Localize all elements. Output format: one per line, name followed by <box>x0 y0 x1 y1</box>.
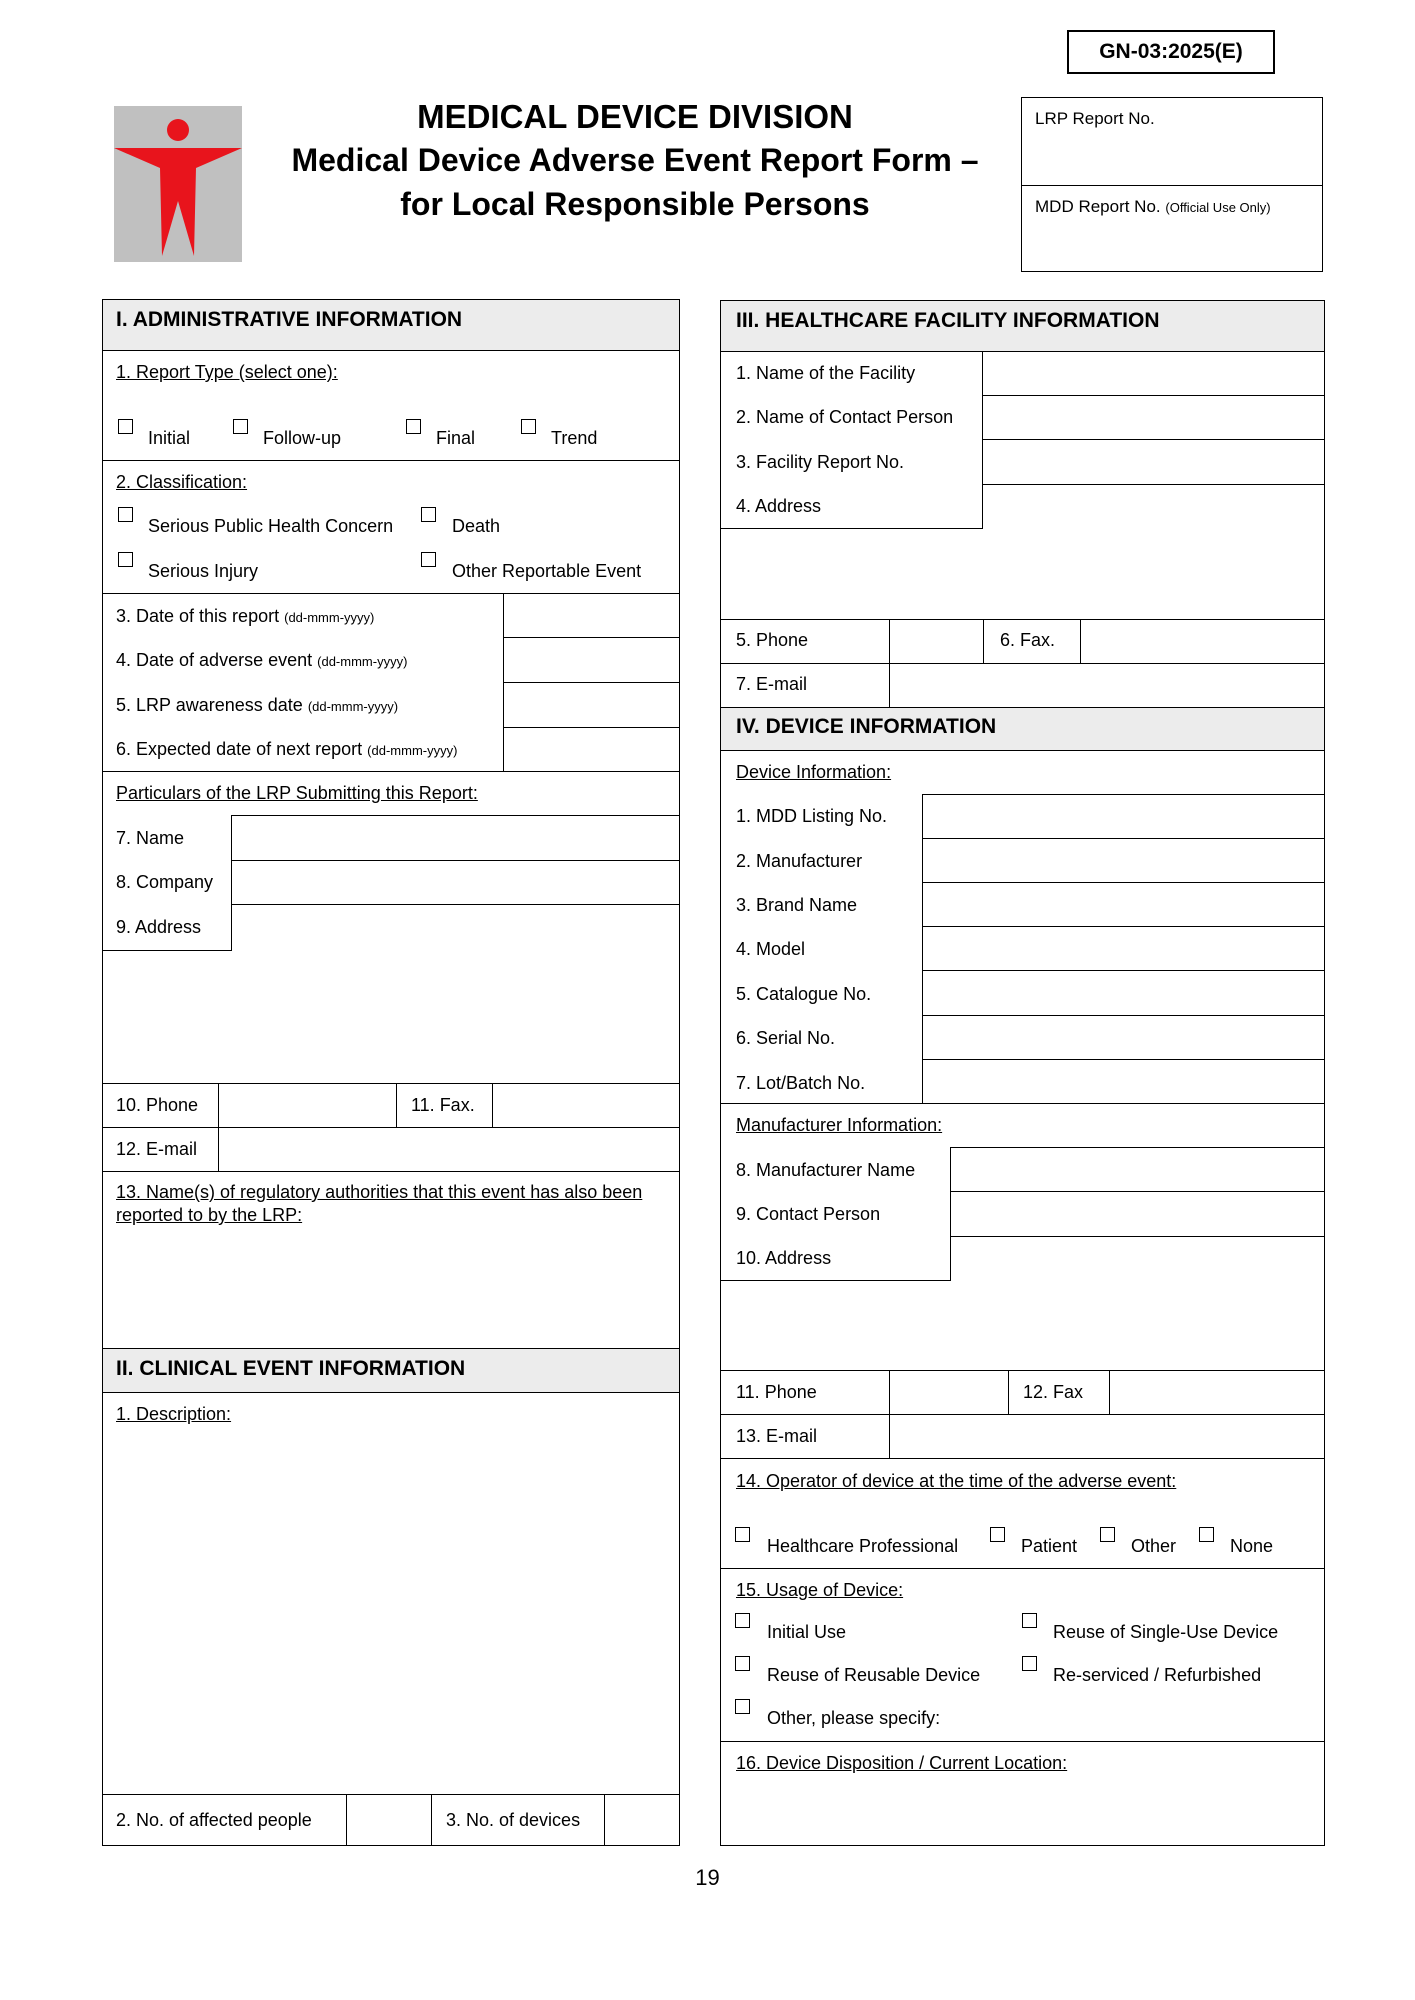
form-subtitle: for Local Responsible Persons <box>400 186 870 222</box>
lot-batch-no-label: 7. Lot/Batch No. <box>736 1073 866 1093</box>
lrp-awareness-date-field[interactable] <box>504 683 679 726</box>
report-type-option: Follow-up <box>263 428 342 448</box>
disposition-field[interactable] <box>721 1780 1324 1845</box>
manufacturer-address-field[interactable] <box>951 1237 1324 1369</box>
classification-option: Serious Public Health Concern <box>148 516 394 536</box>
next-report-date-label: 6. Expected date of next report (dd-mmm-yyyy) <box>116 739 458 759</box>
usage-option: Initial Use <box>767 1622 847 1642</box>
manufacturer-phone-field[interactable] <box>890 1371 1008 1413</box>
facility-email-label: 7. E-mail <box>736 674 808 694</box>
report-type-option: Final <box>436 428 476 448</box>
lot-batch-no-field[interactable] <box>923 1060 1324 1102</box>
brand-name-field[interactable] <box>923 883 1324 925</box>
lrp-email-field[interactable] <box>219 1128 679 1170</box>
usage-reuse-reusable-checkbox[interactable] <box>735 1656 750 1671</box>
report-type-followup-checkbox[interactable] <box>233 419 248 434</box>
operator-option: Patient <box>1021 1536 1078 1556</box>
facility-contact-label: 2. Name of Contact Person <box>736 407 954 427</box>
usage-reserviced-checkbox[interactable] <box>1022 1656 1037 1671</box>
manufacturer-name-label: 8. Manufacturer Name <box>736 1160 916 1180</box>
manufacturer-address-label: 10. Address <box>736 1248 832 1268</box>
lrp-awareness-date-label: 5. LRP awareness date (dd-mmm-yyyy) <box>116 695 399 715</box>
manufacturer-label: 2. Manufacturer <box>736 851 863 871</box>
operator-label: 14. Operator of device at the time of the adverse event: <box>736 1471 1177 1491</box>
usage-option: Reuse of Reusable Device <box>767 1665 981 1685</box>
serious-public-health-checkbox[interactable] <box>118 507 133 522</box>
particulars-label: Particulars of the LRP Submitting this Report: <box>116 783 478 803</box>
manufacturer-contact-label: 9. Contact Person <box>736 1204 881 1224</box>
model-field[interactable] <box>923 927 1324 969</box>
lrp-report-no-label: LRP Report No. <box>1035 109 1155 128</box>
division-title: MEDICAL DEVICE DIVISION <box>417 98 853 135</box>
usage-option: Reuse of Single-Use Device <box>1053 1622 1279 1642</box>
catalogue-no-label: 5. Catalogue No. <box>736 984 872 1004</box>
description-field[interactable] <box>103 1430 679 1793</box>
next-report-date-field[interactable] <box>504 728 679 770</box>
lrp-phone-label: 10. Phone <box>116 1095 199 1115</box>
regulatory-authorities-label: 13. Name(s) of regulatory authorities that this event has also been reported to by the LRP: <box>116 1182 643 1225</box>
manufacturer-field[interactable] <box>923 839 1324 881</box>
operator-option: Other <box>1131 1536 1177 1556</box>
facility-fax-field[interactable] <box>1081 620 1324 662</box>
model-label: 4. Model <box>736 939 806 959</box>
manufacturer-email-label: 13. E-mail <box>736 1426 818 1446</box>
mdd-listing-no-field[interactable] <box>923 795 1324 837</box>
device-section-title: IV. DEVICE INFORMATION <box>736 715 997 738</box>
manufacturer-fax-label: 12. Fax <box>1023 1382 1084 1402</box>
usage-option: Other, please specify: <box>767 1708 941 1728</box>
report-number-box <box>1021 97 1323 272</box>
admin-section-title: I. ADMINISTRATIVE INFORMATION <box>116 308 463 331</box>
lrp-phone-field[interactable] <box>219 1084 396 1126</box>
date-of-report-field[interactable] <box>504 594 679 636</box>
manufacturer-phone-label: 11. Phone <box>736 1382 817 1402</box>
lrp-address-field[interactable] <box>232 905 679 1082</box>
date-of-event-field[interactable] <box>504 638 679 681</box>
page-number: 19 <box>695 1865 720 1890</box>
report-type-label: 1. Report Type (select one): <box>116 362 338 382</box>
manufacturer-fax-field[interactable] <box>1110 1371 1324 1413</box>
date-of-report-label: 3. Date of this report (dd-mmm-yyyy) <box>116 606 375 626</box>
official-use-note: (Official Use Only) <box>1165 200 1271 215</box>
report-type-option: Initial <box>148 428 191 448</box>
facility-address-field[interactable] <box>983 485 1324 618</box>
manufacturer-info-label: Manufacturer Information: <box>736 1115 943 1135</box>
operator-other-checkbox[interactable] <box>1100 1527 1115 1542</box>
serial-no-field[interactable] <box>923 1016 1324 1058</box>
date-of-event-label: 4. Date of adverse event (dd-mmm-yyyy) <box>116 650 408 670</box>
lrp-address-label: 9. Address <box>116 917 202 937</box>
operator-none-checkbox[interactable] <box>1199 1527 1214 1542</box>
report-type-initial-checkbox[interactable] <box>118 419 133 434</box>
facility-phone-label: 5. Phone <box>736 630 809 650</box>
devices-count-label: 3. No. of devices <box>446 1810 581 1830</box>
form-title: Medical Device Adverse Event Report Form – <box>291 142 979 178</box>
facility-email-field[interactable] <box>890 664 1324 706</box>
usage-reuse-single-use-checkbox[interactable] <box>1022 1613 1037 1628</box>
usage-option: Re-serviced / Refurbished <box>1053 1665 1262 1685</box>
lrp-company-label: 8. Company <box>116 872 214 892</box>
device-info-label: Device Information: <box>736 762 892 782</box>
classification-option: Death <box>452 516 501 536</box>
classification-option: Serious Injury <box>148 561 259 581</box>
report-type-trend-checkbox[interactable] <box>521 419 536 434</box>
brand-name-label: 3. Brand Name <box>736 895 858 915</box>
facility-fax-label: 6. Fax. <box>1000 630 1056 650</box>
manufacturer-contact-field[interactable] <box>951 1192 1324 1235</box>
facility-name-field[interactable] <box>983 352 1324 394</box>
devices-count-field[interactable] <box>605 1795 679 1845</box>
serious-injury-checkbox[interactable] <box>118 552 133 567</box>
usage-initial-checkbox[interactable] <box>735 1613 750 1628</box>
operator-option: None <box>1230 1536 1274 1556</box>
clinical-section-title: II. CLINICAL EVENT INFORMATION <box>116 1357 466 1380</box>
usage-label: 15. Usage of Device: <box>736 1580 904 1600</box>
death-checkbox[interactable] <box>421 507 436 522</box>
mdd-listing-no-label: 1. MDD Listing No. <box>736 806 888 826</box>
classification-option: Other Reportable Event <box>452 561 642 581</box>
facility-name-label: 1. Name of the Facility <box>736 363 916 383</box>
classification-label: 2. Classification: <box>116 472 248 492</box>
description-label: 1. Description: <box>116 1404 232 1424</box>
report-type-option: Trend <box>551 428 598 448</box>
lrp-name-label: 7. Name <box>116 828 185 848</box>
other-reportable-event-checkbox[interactable] <box>421 552 436 567</box>
facility-section-title: III. HEALTHCARE FACILITY INFORMATION <box>736 309 1160 332</box>
disposition-label: 16. Device Disposition / Current Location: <box>736 1753 1068 1773</box>
manufacturer-email-field[interactable] <box>890 1415 1324 1457</box>
lrp-fax-field[interactable] <box>493 1084 679 1126</box>
affected-people-field[interactable] <box>347 1795 430 1845</box>
division-logo-icon <box>114 106 242 262</box>
usage-other-checkbox[interactable] <box>735 1699 750 1714</box>
facility-report-no-field[interactable] <box>983 440 1324 483</box>
lrp-email-label: 12. E-mail <box>116 1139 198 1159</box>
report-type-final-checkbox[interactable] <box>406 419 421 434</box>
operator-patient-checkbox[interactable] <box>990 1527 1005 1542</box>
lrp-name-field[interactable] <box>232 816 679 859</box>
operator-option: Healthcare Professional <box>767 1536 959 1556</box>
catalogue-no-field[interactable] <box>923 971 1324 1014</box>
document-code: GN-03:2025(E) <box>1067 30 1275 74</box>
manufacturer-name-field[interactable] <box>951 1148 1324 1190</box>
serial-no-label: 6. Serial No. <box>736 1028 836 1048</box>
facility-contact-field[interactable] <box>983 396 1324 438</box>
facility-phone-field[interactable] <box>890 620 982 662</box>
affected-people-label: 2. No. of affected people <box>116 1810 312 1830</box>
lrp-fax-label: 11. Fax. <box>411 1095 475 1115</box>
lrp-company-field[interactable] <box>232 861 679 903</box>
facility-address-label: 4. Address <box>736 496 822 516</box>
operator-healthcare-professional-checkbox[interactable] <box>735 1527 750 1542</box>
regulatory-authorities-field[interactable] <box>103 1232 679 1347</box>
facility-report-no-label: 3. Facility Report No. <box>736 452 905 472</box>
mdd-report-no-label: MDD Report No. (Official Use Only) <box>1035 197 1271 216</box>
